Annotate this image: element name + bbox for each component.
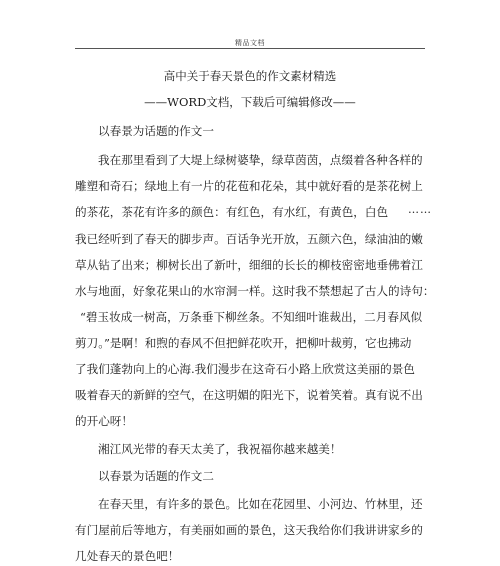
paragraph-line: 在春天里，有许多的景色。比如在花园里、小河边、竹林里，还 xyxy=(98,497,423,511)
paragraph-line: 我已经听到了春天的脚步声。百话争光开放，五颜六色，绿油油的嫩 xyxy=(75,232,423,246)
paragraph-line: 几处春天的景色吧！ xyxy=(75,549,180,563)
paragraph-line: 湘江风光带的春天太美了，我祝福你越来越美！ xyxy=(98,442,342,456)
paragraph-line: 的茶花，茶花有许多的颜色：有红色，有水红，有黄色，白色 xyxy=(75,205,389,219)
paragraph-line: 草从钻了出来；柳树长出了新叶，细细的长长的柳枝密密地垂佛着江 xyxy=(75,258,423,272)
paragraph-line: 了我们蓬勃向上的心海.我们漫步在这奇石小路上欣赏这美丽的景色 xyxy=(75,362,415,376)
paragraph-line: 有门屋前后等地方，有美丽如画的景色，这天我给你们我讲讲家乡的 xyxy=(75,523,423,537)
paragraph-line: 剪刀。”是啊！和煦的春风不但把鲜花吹开，把柳叶裁剪，它也拂动 xyxy=(75,336,412,350)
document-subtitle: ——WORD文档，下载后可编辑修改—— xyxy=(144,95,356,109)
paragraph-line: “碧玉妆成一树高，万条垂下柳丝条。不知细叶谁裁出，二月春风似 xyxy=(80,310,423,324)
document-title: 高中关于春天景色的作文素材精选 xyxy=(163,69,337,83)
ellipsis-mark: …… xyxy=(408,203,432,216)
paragraph-line: 的开心呀！ xyxy=(75,414,133,428)
section-heading: 以春景为话题的作文二 xyxy=(98,469,214,483)
paragraph-line: 吸着春天的新鲜的空气，在这明媚的阳光下，说着笑着。真有说不出 xyxy=(75,388,423,402)
paragraph-line: 雕塑和奇石；绿地上有一片的花苞和花朵，其中就好看的是茶花树上 xyxy=(75,179,423,193)
section-heading: 以春景为话题的作文一 xyxy=(98,124,214,138)
paragraph-line: 我在那里看到了大堤上绿树婆挚，绿草茵茵，点缀着各种各样的 xyxy=(98,153,423,167)
header-label: 精品文档 xyxy=(235,39,265,47)
paragraph-line: 水与地面，好象花果山的水帘洞一样。这时我不禁想起了古人的诗句： xyxy=(75,284,435,298)
header-divider xyxy=(75,48,425,49)
